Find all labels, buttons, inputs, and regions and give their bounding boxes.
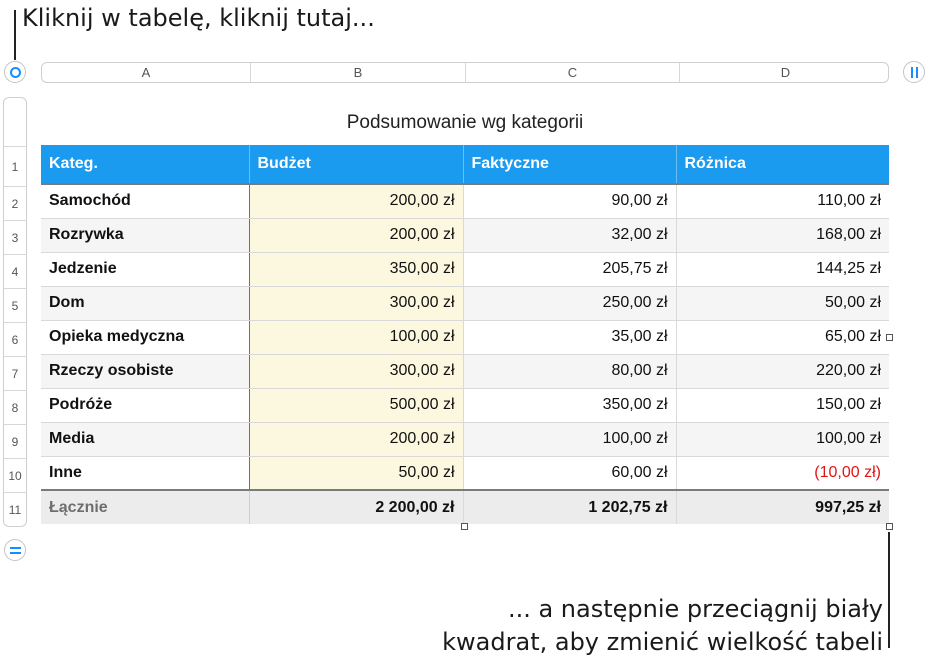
actual-cell[interactable]: 250,00 zł <box>463 286 676 320</box>
total-budget-cell[interactable]: 2 200,00 zł <box>249 490 463 524</box>
difference-cell[interactable]: 110,00 zł <box>676 184 889 218</box>
budget-cell[interactable]: 350,00 zł <box>249 252 463 286</box>
row-number-1[interactable]: 1 <box>4 146 26 186</box>
table-row <box>41 354 889 388</box>
category-cell[interactable]: Podróże <box>41 388 249 422</box>
total-actual-cell[interactable]: 1 202,75 zł <box>463 490 676 524</box>
table-row <box>41 456 889 490</box>
difference-cell[interactable]: 144,25 zł <box>676 252 889 286</box>
difference-cell[interactable]: 150,00 zł <box>676 388 889 422</box>
table-row <box>41 320 889 354</box>
row-number-10[interactable]: 10 <box>4 458 26 492</box>
column-header-bar[interactable] <box>41 62 889 83</box>
total-difference-cell[interactable]: 997,25 zł <box>676 490 889 524</box>
total-row <box>41 490 889 524</box>
table-row <box>41 422 889 456</box>
header-cell-category[interactable]: Kateg. <box>41 145 249 184</box>
resize-handle-bottom[interactable] <box>461 523 468 530</box>
budget-cell[interactable]: 200,00 zł <box>249 184 463 218</box>
difference-cell[interactable]: 220,00 zł <box>676 354 889 388</box>
header-cell-budget[interactable]: Budżet <box>249 145 463 184</box>
actual-cell[interactable]: 80,00 zł <box>463 354 676 388</box>
total-label-cell[interactable]: Łącznie <box>41 490 249 524</box>
select-table-button[interactable] <box>4 61 26 83</box>
category-cell[interactable]: Media <box>41 422 249 456</box>
budget-cell[interactable]: 300,00 zł <box>249 286 463 320</box>
category-cell[interactable]: Opieka medyczna <box>41 320 249 354</box>
actual-cell[interactable]: 205,75 zł <box>463 252 676 286</box>
budget-cell[interactable]: 50,00 zł <box>249 456 463 490</box>
row-number-4[interactable]: 4 <box>4 254 26 288</box>
table-row <box>41 388 889 422</box>
difference-cell[interactable]: 100,00 zł <box>676 422 889 456</box>
row-number-8[interactable]: 8 <box>4 390 26 424</box>
column-resize-button[interactable] <box>903 61 925 83</box>
difference-cell[interactable]: 168,00 zł <box>676 218 889 252</box>
column-letter-c[interactable]: C <box>466 63 680 82</box>
actual-cell[interactable]: 100,00 zł <box>463 422 676 456</box>
actual-cell[interactable]: 350,00 zł <box>463 388 676 422</box>
actual-cell[interactable]: 32,00 zł <box>463 218 676 252</box>
table-title[interactable]: Podsumowanie wg kategorii <box>346 112 584 133</box>
budget-cell[interactable]: 100,00 zł <box>249 320 463 354</box>
table-row <box>41 286 889 320</box>
actual-cell[interactable]: 60,00 zł <box>463 456 676 490</box>
budget-cell[interactable]: 200,00 zł <box>249 422 463 456</box>
row-number-3[interactable]: 3 <box>4 220 26 254</box>
table-row <box>41 218 889 252</box>
column-letter-a[interactable]: A <box>42 63 251 82</box>
row-number-5[interactable]: 5 <box>4 288 26 322</box>
actual-cell[interactable]: 90,00 zł <box>463 184 676 218</box>
callout-bottom-line1: ... a następnie przeciągnij biały <box>507 595 883 623</box>
header-row <box>41 145 889 184</box>
pause-bars-icon <box>911 67 918 78</box>
category-cell[interactable]: Rozrywka <box>41 218 249 252</box>
row-number-2[interactable]: 2 <box>4 186 26 220</box>
category-cell[interactable]: Inne <box>41 456 249 490</box>
budget-table[interactable] <box>41 145 889 524</box>
table-row <box>41 252 889 286</box>
callout-bottom-line2: kwadrat, aby zmienić wielkość tabeli <box>442 628 883 656</box>
table-row <box>41 184 889 218</box>
difference-cell[interactable]: 50,00 zł <box>676 286 889 320</box>
callout-top-text: Kliknij w tabelę, kliknij tutaj... <box>22 4 375 32</box>
circle-select-icon <box>10 67 21 78</box>
equals-bars-icon <box>10 547 21 554</box>
row-number-7[interactable]: 7 <box>4 356 26 390</box>
header-cell-actual[interactable]: Faktyczne <box>463 145 676 184</box>
budget-cell[interactable]: 200,00 zł <box>249 218 463 252</box>
callout-top-leader <box>14 10 16 60</box>
column-letter-d[interactable]: D <box>780 65 791 80</box>
budget-cell[interactable]: 500,00 zł <box>249 388 463 422</box>
category-cell[interactable]: Dom <box>41 286 249 320</box>
callout-bottom-leader <box>888 532 890 648</box>
row-header-bar[interactable] <box>3 97 27 527</box>
header-cell-difference[interactable]: Różnica <box>676 145 889 184</box>
budget-cell[interactable]: 300,00 zł <box>249 354 463 388</box>
row-number-6[interactable]: 6 <box>4 322 26 356</box>
resize-handle-corner[interactable] <box>886 523 893 530</box>
callout-bottom-text <box>442 593 883 659</box>
difference-cell[interactable]: 65,00 zł <box>676 320 889 354</box>
category-cell[interactable]: Jedzenie <box>41 252 249 286</box>
row-number-11[interactable]: 11 <box>4 492 26 526</box>
actual-cell[interactable]: 35,00 zł <box>463 320 676 354</box>
resize-handle-right[interactable] <box>886 334 893 341</box>
difference-cell-negative[interactable]: (10,00 zł) <box>676 456 889 490</box>
row-number-9[interactable]: 9 <box>4 424 26 458</box>
category-cell[interactable]: Samochód <box>41 184 249 218</box>
column-letter-b[interactable]: B <box>251 63 466 82</box>
category-cell[interactable]: Rzeczy osobiste <box>41 354 249 388</box>
row-resize-button[interactable] <box>4 539 26 561</box>
